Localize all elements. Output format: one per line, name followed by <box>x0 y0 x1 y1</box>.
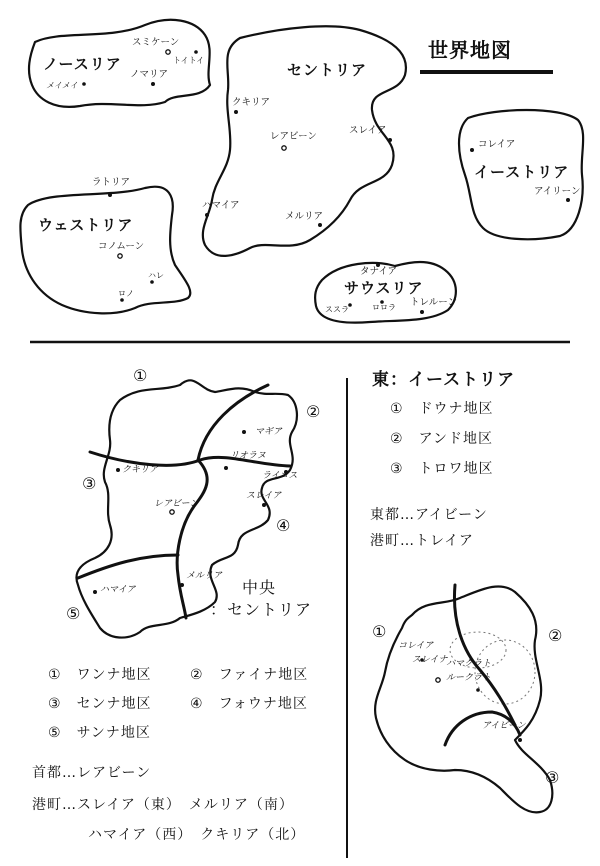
label-tanaia: タナイア <box>360 266 398 277</box>
label-north: ノースリア <box>43 55 122 73</box>
label-susura: ススラ <box>325 305 349 314</box>
label-reabeen: レアビーン <box>270 131 317 142</box>
center-caption-1: 中央 <box>242 578 277 597</box>
district-3: ③ センナ地区 <box>48 696 152 712</box>
label-toitoi: トイトイ <box>173 56 205 65</box>
label-konomuun: コノムーン <box>98 241 145 252</box>
center-capital: 首都…レアビーン <box>32 765 152 781</box>
label-center: セントリア <box>287 61 368 79</box>
label-airiin: アイリーン <box>534 186 581 197</box>
district-4: ④ フォウナ地区 <box>190 696 308 712</box>
east-heading: 東：イーストリア <box>372 370 516 390</box>
label-toreruun: トレルーン <box>410 297 458 308</box>
center-area-5: ⑤ <box>66 604 81 623</box>
detail-magia: マギア <box>255 427 283 437</box>
label-east: イーストリア <box>474 163 570 181</box>
district-1: ① ワンナ地区 <box>48 667 152 683</box>
map-title: 世界地図 <box>428 38 512 62</box>
east-area-3: ③ <box>545 768 560 787</box>
district-2: ② ファイナ地区 <box>190 667 309 683</box>
detail-kukiria: クキリア <box>122 465 159 475</box>
detail-reabeen: レアビーン <box>154 499 199 509</box>
label-hamaia: ハマイア <box>202 200 240 211</box>
detail-raikosu: ライコス <box>262 471 298 481</box>
east-port: 港町…トレイア <box>370 533 474 549</box>
district-5: ⑤ サンナ地区 <box>48 725 151 741</box>
detail-hamaia: ハマイア <box>100 585 136 595</box>
east-detail-ruukurato: ルークラト <box>446 673 492 683</box>
center-ports-1: 港町…スレイア（東） メルリア（南） <box>32 797 294 813</box>
center-ports-2: ハマイア（西） クキリア（北） <box>88 827 306 843</box>
detail-sureia: スレイア <box>246 491 282 501</box>
center-area-2: ② <box>306 402 321 421</box>
detail-meruria: メルリア <box>186 571 223 581</box>
label-nomaria: ノマリア <box>130 69 169 80</box>
east-detail-aibeen: アイビーン <box>482 721 526 731</box>
center-area-3: ③ <box>82 474 97 493</box>
label-west: ウェストリア <box>38 216 134 234</box>
label-rorora: ロロラ <box>372 303 396 312</box>
center-caption-2: ：セントリア <box>210 600 313 619</box>
east-area-2: ② <box>548 626 563 645</box>
east-district-1: ① ドウナ地区 <box>390 401 494 417</box>
center-area-1: ① <box>133 366 148 385</box>
label-latoria: ラトリア <box>92 177 131 188</box>
east-area-1: ① <box>372 622 387 641</box>
label-sumikeen: スミケーン <box>132 37 180 48</box>
label-kukiria: クキリア <box>232 97 271 108</box>
label-south: サウスリア <box>344 279 424 297</box>
label-meruria: メルリア <box>285 211 324 222</box>
east-detail-sureina: スレイナ <box>412 655 448 665</box>
east-detail-outline <box>375 586 552 812</box>
center-area-4: ④ <box>276 516 291 535</box>
label-rono: ロノ <box>118 289 134 298</box>
east-detail-hamakurato: ハマクラト <box>446 659 492 669</box>
east-capital: 東都…アイビーン <box>370 507 488 523</box>
label-sureia: スレイア <box>349 125 387 136</box>
detail-riorau: リオラヌ <box>230 451 266 461</box>
label-hare: ハレ <box>148 271 164 280</box>
label-meimei: メイメイ <box>46 81 78 90</box>
east-district-3: ③ トロワ地区 <box>390 461 494 477</box>
label-koreia: コレイア <box>478 139 516 150</box>
east-district-2: ② アンド地区 <box>390 431 494 447</box>
east-detail-koreia: コレイア <box>398 641 434 651</box>
